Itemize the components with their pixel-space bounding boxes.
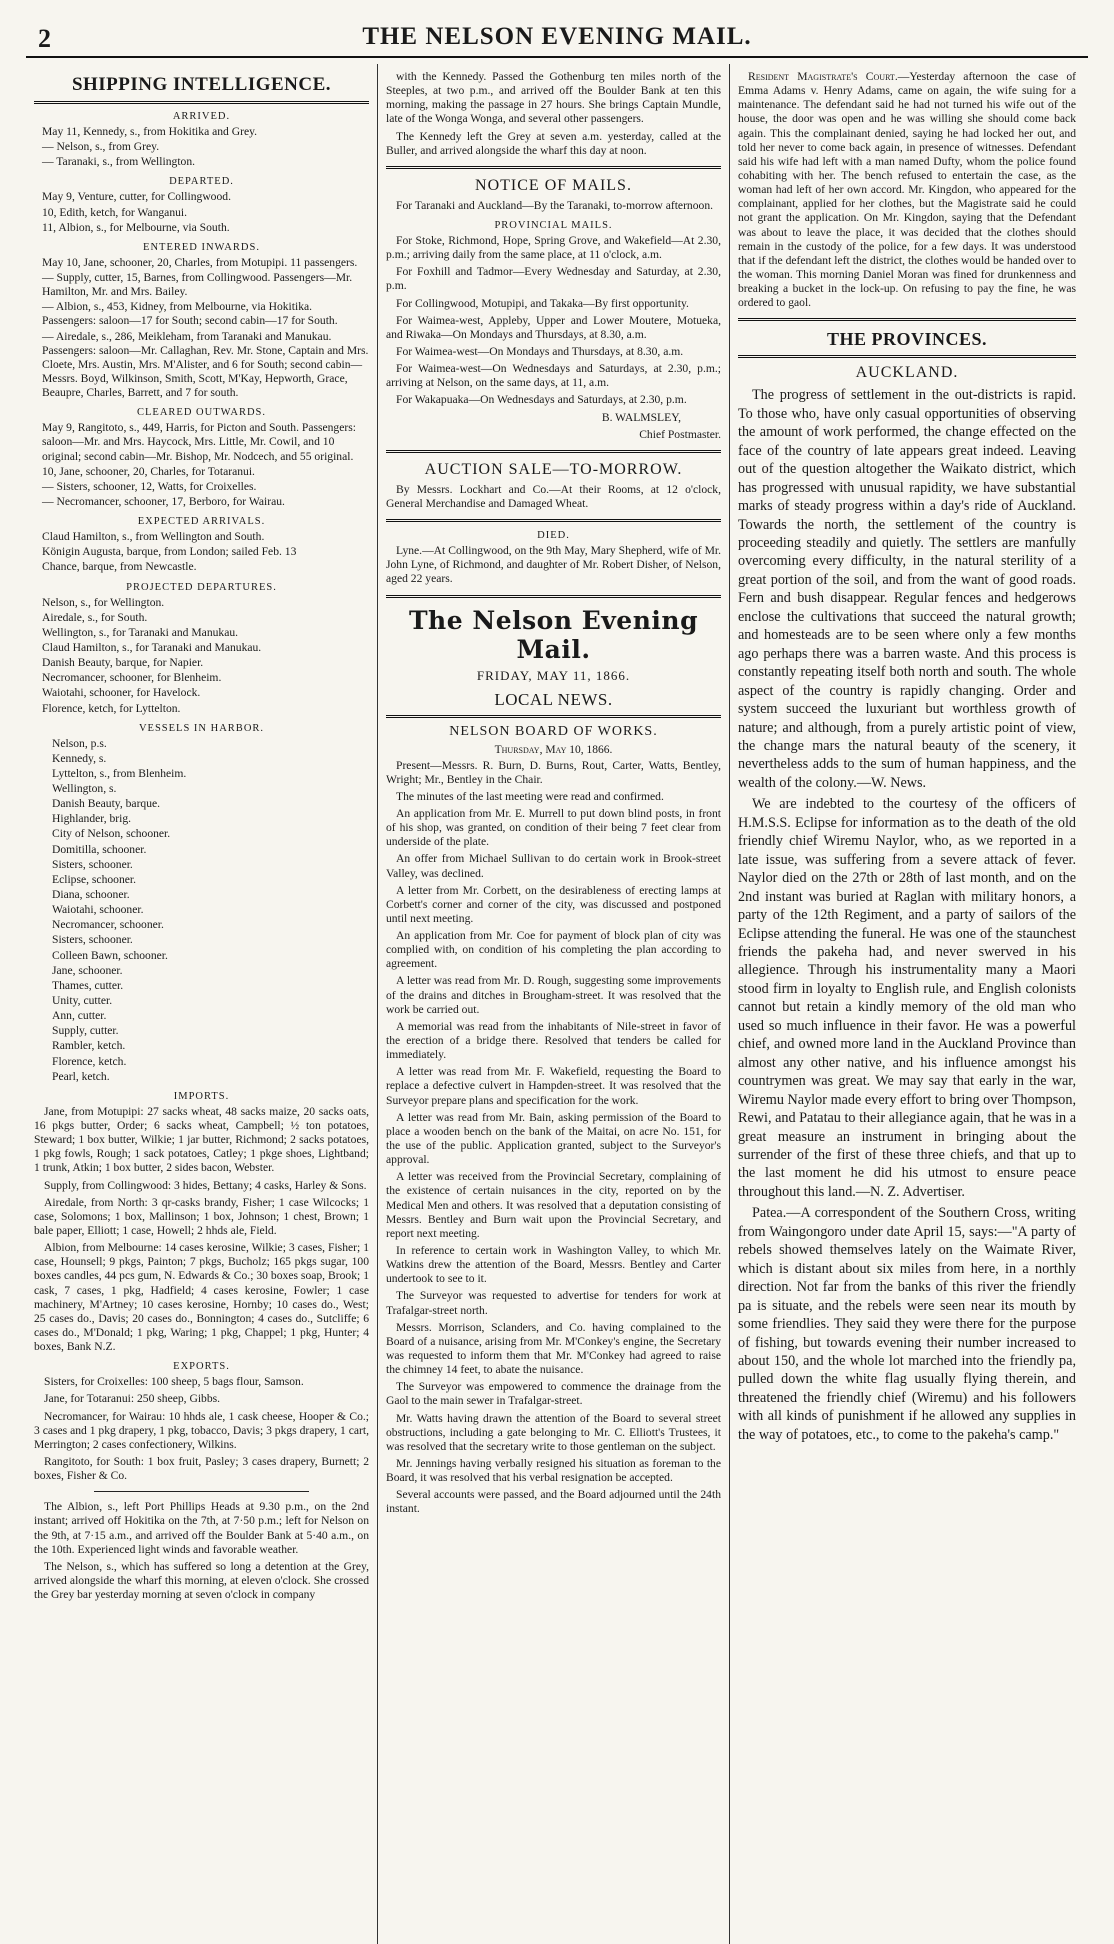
list-item: Waiotahi, schooner.	[52, 903, 144, 917]
column-shipping	[26, 64, 378, 1944]
list-item: City of Nelson, schooner.	[52, 827, 171, 841]
list-item: Claud Hamilton, s., for Taranaki and Manukau.	[42, 640, 262, 654]
list-item: The minutes of the last meeting were read and confirmed.	[396, 789, 664, 803]
shipping-notes	[34, 1500, 369, 1602]
cleared-list	[34, 421, 369, 509]
list-item: Sisters, schooner.	[52, 933, 133, 947]
list-item: Claud Hamilton, s., from Wellington and South.	[42, 530, 265, 544]
list-item: May 9, Rangitoto, s., 449, Harris, for Picton and South. Passengers: saloon—Mr. and Mrs. Haycock, Mrs. Little, Mr. Cowil, and 10 original; second cabin—Mr. Bishop, Mr. Nodcech, and 55 original.	[42, 421, 356, 463]
list-item: Necromancer, for Wairau: 10 hhds ale, 1 cask cheese, Hooper & Co.; 3 cases and 1 pkg drapery, 1 pkg, tobacco, Davis; 3 pkgs drapery, 1 cart, Merrington; 2 cases confectionery, Wilkins.	[34, 1409, 369, 1451]
departed-list	[34, 190, 369, 234]
list-item: A letter was read from Mr. D. Rough, suggesting some improvements of the drains and ditches in Brougham-street. It was resolved that the work be carried out.	[386, 974, 721, 1016]
local-news-title: LOCAL NEWS.	[386, 690, 721, 718]
list-item: Airedale, s., for South.	[42, 610, 148, 624]
list-item: Sisters, schooner.	[52, 857, 133, 871]
list-item: Domitilla, schooner.	[52, 842, 147, 856]
imports-list	[34, 1105, 369, 1354]
list-item: Wellington, s., for Taranaki and Manukau.	[42, 625, 239, 639]
list-item: Nelson, p.s.	[52, 736, 107, 750]
exports-list	[34, 1375, 369, 1483]
shipping-title: SHIPPING INTELLIGENCE.	[34, 74, 369, 104]
auction-text: By Messrs. Lockhart and Co.—At their Rooms, at 12 o'clock, General Merchandise and Damaged Wheat.	[386, 482, 721, 510]
list-item: Kennedy, s.	[52, 751, 107, 765]
masthead	[26, 22, 1088, 58]
list-item: — Taranaki, s., from Wellington.	[42, 155, 196, 169]
divider	[738, 318, 1076, 321]
mails-list	[386, 234, 721, 408]
list-item: Sisters, for Croixelles: 100 sheep, 5 bags flour, Samson.	[44, 1375, 304, 1389]
list-item: The Nelson, s., which has suffered so long a detention at the Grey, arrived alongside the wharf this morning, at eleven o'clock. She crossed the Grey bar yesterday morning at seven o'clock in company	[34, 1559, 369, 1602]
list-item: Florence, ketch, for Lyttelton.	[42, 701, 181, 715]
list-item: May 11, Kennedy, s., from Hokitika and Grey.	[42, 125, 258, 138]
board-title: NELSON BOARD OF WORKS.	[449, 723, 658, 739]
list-item: Albion, from Melbourne: 14 cases kerosine, Wilkie; 3 cases, Fisher; 1 case, Hounsell; 9 pkgs, Painton; 7 pkgs, Bucholz; 165 pkgs sugar, 100 boxes candles, 44 pcs gum, N. Edwards & Co.; 30 boxes soap, Brook; 1 cask, 7 cases, 1 pkg, Hadfield; 4 cases kerosine, Fowler; 1 case machinery, M'Artney; 10 cases kerosine, Hornby; 10 cases do., West; 25 cases do., Davis; 20 cases do., Bonnington; 4 cases do., Sutcliffe; 6 cases do., M'Donald; 1 pkg, Waring; 1 pkg, Chappel; 1 pkg, Hunter; 4 boxes, Bank N.Z.	[34, 1241, 369, 1354]
cleared-heading: CLEARED OUTWARDS.	[137, 407, 266, 419]
mails-first: For Taranaki and Auckland—By the Taranaki, to-morrow afternoon.	[396, 198, 714, 212]
divider	[94, 1491, 309, 1492]
projected-heading: PROJECTED DEPARTURES.	[126, 581, 277, 593]
provincial-mails-heading: PROVINCIAL MAILS.	[494, 219, 613, 231]
list-item: Chance, barque, from Newcastle.	[42, 560, 197, 574]
list-item: Necromancer, schooner.	[52, 918, 164, 932]
list-item: For Foxhill and Tadmor—Every Wednesday and Saturday, at 2.30, p.m.	[386, 265, 721, 293]
list-item: Florence, ketch.	[52, 1054, 127, 1068]
list-item: Königin Augusta, barque, from London; sailed Feb. 13	[42, 545, 297, 559]
mails-title: NOTICE OF MAILS.	[475, 176, 632, 194]
list-item: Airedale, from North: 3 qr-casks brandy, Fisher; 1 case Wilcocks; 1 case, Solomons; 1 box, Mallinson; 1 box, Johnson; 1 chest, Brown; 1 bale paper, Elliott; 1 case, Howell; 2 hhds ale, Field.	[34, 1195, 369, 1237]
departed-heading: DEPARTED.	[169, 176, 234, 188]
column-middle	[378, 64, 730, 1944]
projected-list	[34, 596, 369, 716]
list-item: Patea.—A correspondent of the Southern Cross, writing from Waingongoro under date April 15, says:—"A party of rebels showed themselves lately on the Waimate River, which is distant about six miles from here, in a northly direction. Not far from the banks of this river the friendly pa is situate, and the rebels were seen near its mouth by some friendlies. They said they were there for the purpose of fishing, but towards evening their number increased to about 150, and the whole lot marched into the friendly pa, pulled down the white flag usually flying therein, and threatened the friendly chief (Wiremu) and his followers with all kinds of punishment if he allowed any supplies in the way of potatoes, etc., to come to the pakeha's camp."	[738, 1205, 1076, 1443]
list-item: Lyttelton, s., from Blenheim.	[52, 766, 187, 780]
list-item: Several accounts were passed, and the Board adjourned until the 24th instant.	[386, 1488, 721, 1516]
provinces-title: THE PROVINCES.	[738, 329, 1076, 358]
list-item: Highlander, brig.	[52, 812, 132, 826]
list-item: For Waimea-west—On Wednesdays and Saturdays, at 2.30, p.m.; arriving at Nelson, on the same days, at 11, a.m.	[386, 362, 721, 390]
list-item: Eclipse, schooner.	[52, 872, 137, 886]
list-item: A letter was read from Mr. F. Wakefield, requesting the Board to replace a defective culvert in Hampden-street. It was resolved that the Surveyor prepare plans and specification for the work.	[386, 1065, 721, 1107]
list-item: An application from Mr. E. Murrell to put down blind posts, in front of his shop, was granted, on condition of their being 7 feet clear from underside of the plate.	[386, 806, 721, 849]
list-item: Present—Messrs. R. Burn, D. Burns, Rout, Carter, Watts, Bentley, Wright; Mr., Bentley in the Chair.	[386, 758, 721, 786]
list-item: — Albion, s., 453, Kidney, from Melbourne, via Hokitika. Passengers: saloon—17 for South; second cabin—17 for South.	[42, 300, 338, 328]
list-item: Diana, schooner.	[52, 888, 130, 902]
columns	[26, 64, 1088, 1944]
auction-title: AUCTION SALE—TO-MORROW.	[424, 460, 683, 478]
list-item: For Waimea-west—On Mondays and Thursdays, at 8.30, a.m.	[396, 344, 684, 358]
column-right	[730, 64, 1084, 1944]
expected-list	[34, 530, 369, 574]
list-item: An application from Mr. Coe for payment of block plan of city was complied with, on condition of his completing the plan according to agreement.	[386, 929, 721, 971]
list-item: For Wakapuaka—On Wednesdays and Saturdays, at 2.30, p.m.	[396, 393, 687, 407]
list-item: A letter was received from the Provincial Secretary, complaining of the existence of certain nuisances in the city, reported on by the Medical Men and others. It was resolved that a deputation consisting of Messrs. Bentley and Burn wait upon the Provincial Secretary, and report next meeting.	[386, 1170, 721, 1240]
list-item: with the Kennedy. Passed the Gothenburg ten miles north of the Steeples, at two p.m., and arrived off the Boulder Bank at ten this morning, making the passage in 27 hours. She brings Captain Mundle, late of the Wonga Wonga, and several other passengers.	[386, 70, 721, 126]
list-item: — Necromancer, schooner, 17, Berboro, for Wairau.	[42, 494, 285, 508]
list-item: Thames, cutter.	[52, 978, 124, 992]
list-item: Danish Beauty, barque, for Napier.	[42, 656, 204, 670]
list-item: May 10, Jane, schooner, 20, Charles, from Motupipi. 11 passengers.	[42, 255, 358, 269]
exports-heading: EXPORTS.	[173, 1361, 230, 1373]
imports-heading: IMPORTS.	[173, 1090, 230, 1102]
list-item: A letter was read from Mr. Bain, asking permission of the Board to place a wooden bench on the bank of the Maitai, on acre No. 151, for the use of the public. Application granted, subject to the Surveyor's approval.	[386, 1110, 721, 1167]
list-item: Supply, cutter.	[52, 1024, 119, 1038]
list-item: Unity, cutter.	[52, 994, 113, 1008]
list-item: Jane, from Motupipi: 27 sacks wheat, 48 sacks maize, 20 sacks oats, 16 pkgs butter, Order; 6 sacks wheat, Campbell; ½ ton potatoes, Steward; 1 box butter, Wilkie; 1 jar butter, Richmond; 2 sacks potatoes, 1 pkg fowls, Rough; 1 sack potatoes, Catley; 1 pkge shoes, Lightband; 1 trunk, Atkin; 1 box butter, 2 sides bacon, Webster.	[34, 1104, 369, 1175]
list-item: Mr. Jennings having verbally resigned his situation as foreman to the Board, it was resolved that his verbal resignation be accepted.	[386, 1456, 721, 1485]
court-text: —Yesterday afternoon the case of Emma Adams v. Henry Adams, came on again, the wife suing for a maintenance. The defendant said he had not turned his wife out of the house, the door was open and he was willing she should come back again. This the complainant denied, saying he had locked her out, and told her never to come back again, in presence of witnesses. Defendant said his wife had left with a man named Dufty, whom the police found cohabiting with her. The bench refused to entertain the case, as the woman had left of her own accord. Mr. Kingdon, who appeared for the complainant, applied for her clothes, but the Magistrate said he could not grant the application. On Mr. Kingdon, saying that the Defendant was about to leave the place, it was decided that the clothes should remain in the custody of the police, for a few days. It was understood that if the defendant left the district, the clothes would be handed over to the woman. This morning Daniel Moran was fined for drunkenness and breaking a bucket in the lock-up. On refusing to pay the fine, he was ordered to gaol.	[738, 70, 1076, 310]
shipping-continued	[386, 70, 721, 158]
list-item: The Albion, s., left Port Phillips Heads at 9.30 p.m., on the 2nd instant; arrived off Hokitika on the 7th, at 7·50 p.m.; left for Nelson on the 9th, at 7·15 a.m., and arrived off the Boulder Bank at 5·40 a.m., on the 10th. Experienced light winds and favorable weather.	[34, 1500, 369, 1556]
list-item: The progress of settlement in the out-districts is rapid. To those who, have only casual opportunities of observing the amount of work performed, the change effected on the face of the country of late appears great indeed. Leaving out of the question altogether the Waikato district, which has progressed with unusual rapidity, we have substantial marks of steady progress within a day's ride of Auckland. Towards the north, the settlement of the country is proceeding steadily and quietly. The settlers are manfully overcoming every difficulty, in the natural sterility of a great portion of the soil, and from the want of good roads. Fern and bush disappear. Regular fences and hedgerows enclose the cultivations that succeed the natural growth; and homesteads are to be seen where only a few months ago perhaps there was a barren waste. And this process is constantly repeating itself both north and south. The whole aspect of the country is rapidly changing. Order and system succeed the luxuriant but worthless growth of nature; and although, from a purely artistic point of view, the change mars the natural beauty of the scenery, it nevertheless adds to the sum of human happiness, and the wealth of the colony.—W. News.	[738, 387, 1076, 791]
list-item: Danish Beauty, barque.	[52, 797, 161, 811]
list-item: Rambler, ketch.	[52, 1039, 126, 1053]
entered-list	[34, 256, 369, 400]
list-item: The Surveyor was empowered to commence the drainage from the Gaol to the main sewer in Trafalgar-street.	[386, 1380, 721, 1408]
divider	[386, 595, 721, 598]
list-item: 10, Jane, schooner, 20, Charles, for Totaranui.	[42, 464, 255, 478]
list-item: May 9, Venture, cutter, for Collingwood.	[42, 190, 231, 204]
entered-heading: ENTERED INWARDS.	[143, 241, 260, 253]
died-heading: DIED.	[537, 530, 570, 542]
court-report	[738, 70, 1076, 310]
arrived-list	[34, 125, 369, 169]
list-item: An offer from Michael Sullivan to do certain work in Brook-street Valley, was declined.	[386, 852, 721, 880]
expected-heading: EXPECTED ARRIVALS.	[137, 516, 266, 528]
list-item: — Sisters, schooner, 12, Watts, for Croixelles.	[42, 479, 257, 493]
list-item: Nelson, s., for Wellington.	[42, 595, 165, 609]
list-item: The Kennedy left the Grey at seven a.m. yesterday, called at the Buller, and arrived alongside the wharf this day at noon.	[386, 129, 721, 157]
list-item: Jane, for Totaranui: 250 sheep, Gibbs.	[44, 1392, 221, 1406]
court-lead: Resident Magistrate's Court.	[748, 70, 898, 83]
list-item: For Collingwood, Motupipi, and Takaka—By first opportunity.	[396, 296, 689, 310]
list-item: Pearl, ketch.	[52, 1069, 110, 1083]
list-item: 11, Albion, s., for Melbourne, via South.	[42, 220, 230, 234]
auckland-articles	[738, 386, 1076, 1444]
list-item: Mr. Watts having drawn the attention of the Board to several street obstructions, including a gate belonging to Mr. C. Elliott's Trustees, it was resolved that the secretary write to those gentleman on the subject.	[386, 1411, 721, 1453]
list-item: In reference to certain work in Washington Valley, to which Mr. Watkins drew the attention of the Board, Messrs. Bentley and Carter undertook to see to it.	[386, 1244, 721, 1286]
board-date: Thursday, May 10, 1866.	[494, 743, 613, 756]
date-line: FRIDAY, MAY 11, 1866.	[476, 667, 631, 683]
list-item: Wellington, s.	[52, 782, 117, 796]
list-item: Necromancer, schooner, for Blenheim.	[42, 671, 222, 685]
died-text: Lyne.—At Collingwood, on the 9th May, Mary Shepherd, wife of Mr. John Lyne, of Richmond, and daughter of Mr. Robert Disher, of Nelson, aged 22 years.	[386, 544, 721, 586]
list-item: Supply, from Collingwood: 3 hides, Bettany; 4 casks, Harley & Sons.	[44, 1178, 367, 1192]
harbor-list	[34, 737, 369, 1084]
list-item: Waiotahi, schooner, for Havelock.	[42, 686, 201, 700]
list-item: We are indebted to the courtesy of the officers of H.M.S.S. Eclipse for information as to the death of the old friendly chief Wiremu Naylor, who, as we reported in a late issue, was suffering from a severe attack of fever. Naylor died on the 27th or 28th of last month, and on the 2nd instant was buried at Raglan with military honors, a party of the 12th Regiment, and a party of sailors of the Eclipse attending the funeral. He was one of the staunchest friends the pakeha had, and never swerved in his allegience. Through his instrumentality many a Maori stood firm in loyalty to English rule, and English colonists cannot but retain a kindly memory of the old man who used so much influence in their favor. He was a powerful chief, and owned more land in the Auckland Province than almost any other native, and his influence amongst his countrymen was great. We may say that early in the war, Wiremu Naylor made every effort to bring over Thompson, Rewi, and Patatau to their allegiance again, that he was in a great measure an instrument in bringing about the surrender of the first of these three chiefs, and that up to the last moment he did his utmost to ensure peace throughout this land.—N. Z. Advertiser.	[738, 796, 1076, 1200]
list-item: — Supply, cutter, 15, Barnes, from Collingwood. Passengers—Mr. Hamilton, Mr. and Mrs. Bailey.	[42, 270, 353, 299]
list-item: The Surveyor was requested to advertise for tenders for work at Trafalgar-street north.	[386, 1289, 721, 1317]
list-item: A letter from Mr. Corbett, on the desirableness of erecting lamps at Corbett's corner and corner of the city, was discussed and postponed until next meeting.	[386, 883, 721, 925]
arrived-heading: ARRIVED.	[172, 111, 231, 122]
list-item: Ann, cutter.	[52, 1009, 107, 1023]
divider	[386, 519, 721, 522]
divider	[386, 166, 721, 169]
list-item: Messrs. Morrison, Sclanders, and Co. having complained to the Board of a nuisance, arising from Mr. M'Conkey's engine, the Secretary was requested to inform them that Mr. M'Conkey had agreed to raise the chimney 14 feet, to abate the nuisance.	[386, 1320, 721, 1377]
mails-signer: B. WALMSLEY,	[601, 410, 681, 424]
mails-role: Chief Postmaster.	[639, 427, 721, 441]
nameplate: The Nelson Evening Mail.	[408, 605, 699, 664]
list-item: — Airedale, s., 286, Meikleham, from Taranaki and Manukau. Passengers: saloon—Mr. Callaghan, Rev. Mr. Stone, Captain and Mrs. Cloete, Mrs. Austin, Mrs. M'Alister, and 6 for South; second cabin—Messrs. Boyd, Wilkinson, Smith, Scott, M'Kay, Hepworth, Grace, Beaupre, Charles, Barrett, and 7 for south.	[42, 329, 369, 400]
list-item: Colleen Bawn, schooner.	[52, 948, 168, 962]
board-minutes	[386, 759, 721, 1517]
harbor-heading: VESSELS IN HARBOR.	[138, 722, 265, 734]
divider	[386, 450, 721, 453]
list-item: Jane, schooner.	[52, 963, 123, 977]
list-item: — Nelson, s., from Grey.	[42, 140, 160, 154]
list-item: For Stoke, Richmond, Hope, Spring Grove, and Wakefield—At 2.30, p.m.; arriving daily from the same place, at 11 o'clock, a.m.	[386, 233, 721, 262]
list-item: For Waimea-west, Appleby, Upper and Lower Moutere, Motueka, and Riwaka—On Mondays and Thursdays, at 8.30, a.m.	[386, 313, 721, 341]
list-item: Rangitoto, for South: 1 box fruit, Pasley; 3 cases drapery, Burnett; 2 boxes, Fisher & Co.	[34, 1454, 369, 1483]
list-item: A memorial was read from the inhabitants of Nile-street in favor of the erection of a bridge there. Resolved that tenders be called for immediately.	[386, 1019, 721, 1062]
page-number: 2	[38, 24, 51, 53]
auckland-heading: AUCKLAND.	[855, 364, 959, 382]
paper-title: THE NELSON EVENING MAIL.	[362, 23, 752, 50]
list-item: 10, Edith, ketch, for Wanganui.	[42, 205, 188, 219]
